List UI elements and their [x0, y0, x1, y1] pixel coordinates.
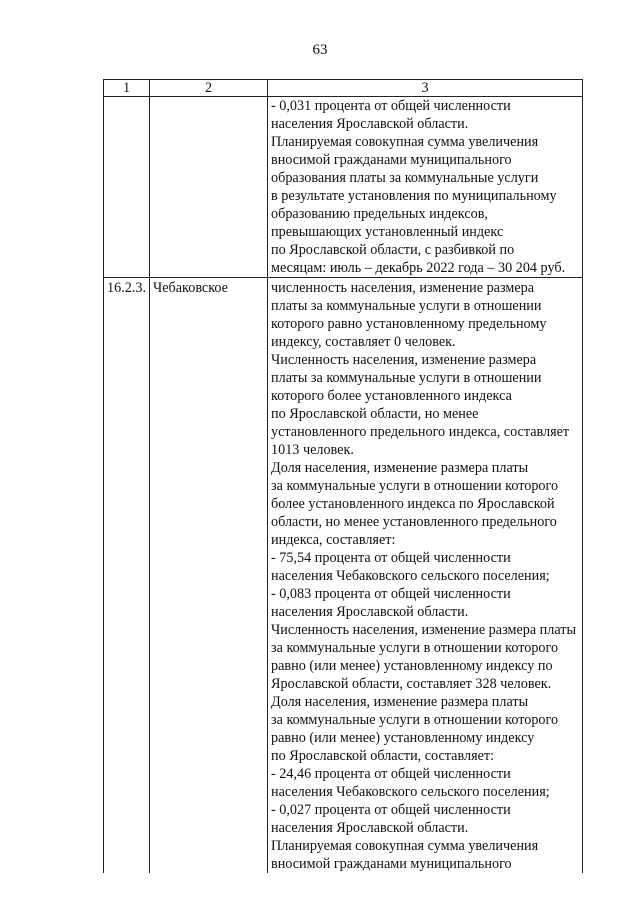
text-line: по Ярославской области, с разбивкой по: [271, 242, 515, 258]
data-table: [103, 79, 583, 873]
text-line: которого более установленного индекса: [271, 388, 512, 404]
text-line: установленного предельного индекса, составляет: [271, 424, 570, 440]
text-line: вносимой гражданами муниципального: [271, 856, 512, 872]
text-line: платы за коммунальные услуги в отношении: [271, 370, 542, 386]
text-line: области, но менее установленного предельного: [271, 514, 557, 530]
description-cell: [268, 278, 583, 874]
text-line: населения Чебаковского сельского поселения;: [271, 568, 550, 584]
text-line: за коммунальные услуги в отношении которого: [271, 640, 559, 656]
text-line: Планируемая совокупная сумма увеличения: [271, 838, 539, 854]
text-line: Доля населения, изменение размера платы: [271, 460, 529, 476]
text-line: Численность населения, изменение размера платы: [271, 622, 577, 638]
table-body: [104, 97, 583, 874]
text-line: которого равно установленному предельному: [271, 316, 547, 332]
text-line: населения Ярославской области.: [271, 604, 469, 620]
text-line: Ярославской области, составляет 328 человек.: [271, 676, 552, 692]
text-line: Доля населения, изменение размера платы: [271, 694, 529, 710]
text-line: месяцам: июль – декабрь 2022 года – 30 204 руб.: [271, 260, 566, 276]
settlement-name-cell: [150, 97, 268, 278]
text-line: по Ярославской области, но менее: [271, 406, 479, 422]
text-line: более установленного индекса по Ярославской: [271, 496, 555, 512]
text-line: 1013 человек.: [271, 442, 354, 458]
text-line: платы за коммунальные услуги в отношении: [271, 298, 542, 314]
text-line: - 75,54 процента от общей численности: [271, 550, 511, 566]
text-line: - 0,083 процента от общей численности: [271, 586, 511, 602]
text-line: в результате установления по муниципальному: [271, 188, 557, 204]
text-line: вносимой гражданами муниципального: [271, 152, 512, 168]
table-row: [104, 278, 583, 874]
text-line: за коммунальные услуги в отношении которого: [271, 712, 559, 728]
text-line: индекса, составляет:: [271, 532, 396, 548]
header-col-2: 2: [150, 80, 268, 97]
page-number: 63: [312, 42, 328, 58]
description-cell: [268, 97, 583, 278]
header-col-1: 1: [104, 80, 150, 97]
row-number-cell: 16.2.3.: [104, 278, 150, 874]
text-line: равно (или менее) установленному индексу по: [271, 658, 553, 674]
text-line: - 0,031 процента от общей численности: [271, 98, 511, 114]
text-line: - 24,46 процента от общей численности: [271, 766, 511, 782]
text-line: Планируемая совокупная сумма увеличения: [271, 134, 539, 150]
text-line: - 0,027 процента от общей численности: [271, 802, 511, 818]
text-line: населения Ярославской области.: [271, 116, 469, 132]
text-line: по Ярославской области, составляет:: [271, 748, 495, 764]
text-line: индексу, составляет 0 человек.: [271, 334, 456, 350]
text-line: численность населения, изменение размера: [271, 280, 535, 296]
text-line: Численность населения, изменение размера: [271, 352, 537, 368]
table-row: [104, 97, 583, 278]
text-line: равно (или менее) установленному индексу: [271, 730, 535, 746]
text-line: населения Чебаковского сельского поселения;: [271, 784, 550, 800]
text-line: за коммунальные услуги в отношении которого: [271, 478, 559, 494]
row-number-cell: [104, 97, 150, 278]
header-col-3: 3: [268, 80, 583, 97]
settlement-name-cell: Чебаковское: [150, 278, 268, 874]
text-line: образования платы за коммунальные услуги: [271, 170, 539, 186]
text-line: населения Ярославской области.: [271, 820, 469, 836]
table-header-row: [104, 80, 583, 97]
text-line: превышающих установленный индекс: [271, 224, 504, 240]
text-line: образованию предельных индексов,: [271, 206, 488, 222]
